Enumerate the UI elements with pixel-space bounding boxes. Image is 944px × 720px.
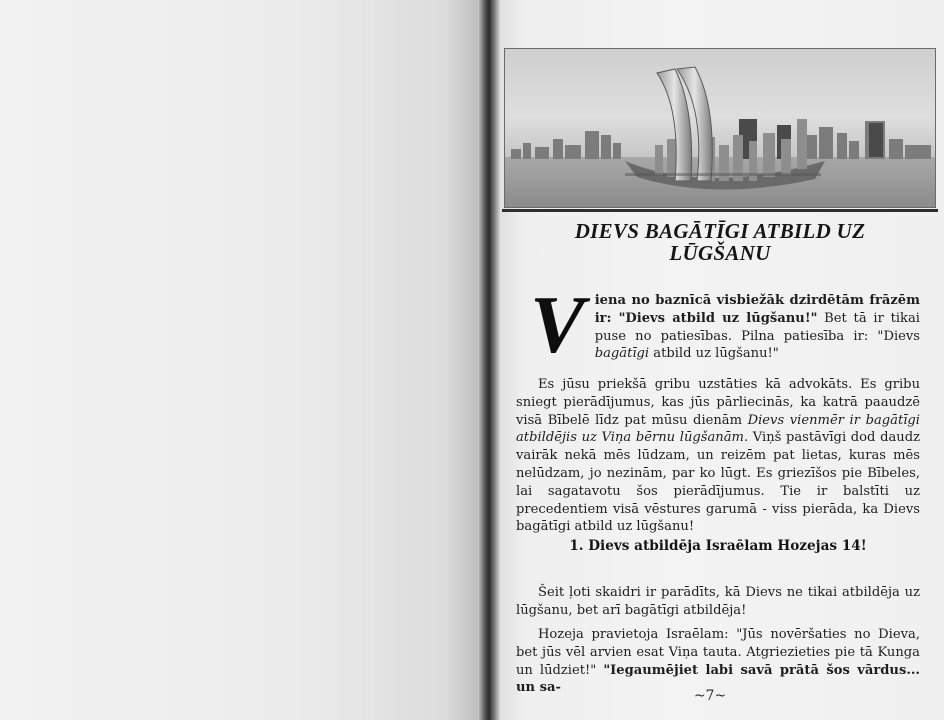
para4-bold: "Iegaumējiet labi savā prātā šos vārdus... un sa- [516, 662, 920, 696]
intro-text-b: atbild uz lūgšanu!" [649, 346, 779, 362]
hosea-paragraph [516, 626, 920, 697]
city-skyline-ship-illustration [504, 48, 936, 208]
intro-paragraph [516, 279, 920, 370]
explanation-paragraph: Šeit ļoti skaidri ir parādīts, kā Dievs ne tikai atbildēja uz lūgšanu, bet arī bagātīgi atbildēja! [516, 585, 920, 618]
book-gutter [478, 0, 500, 720]
drop-cap: V [530, 279, 585, 370]
chapter-title: DIEVS BAGĀTĪGI ATBILD UZ LŪGŠANU [574, 219, 866, 265]
section-heading: 1. Dievs atbildēja Israēlam Hozejas 14! [569, 538, 867, 554]
title-divider-rule [502, 209, 938, 212]
intro-text-a: Bet tā ir tikai puse no patiesības. Pilna patiesība ir: "Dievs [594, 310, 920, 344]
para2-text-b: Viņš pastāvīgi dod daudz vairāk nekā mēs lūdzam, un reizēm pat lietas, kuras mēs nelūdzam, jo nezinām, par ko lūgt. Es griezīšos pie Bībeles, lai sagatavotu šos pierādījumus. Tie ir balstīti uz precedentiem visā vēstures garumā - viss pierāda, ka Dievs bagātīgi atbild uz lūgšanu! [516, 430, 920, 535]
page-number: ~7~ [693, 688, 727, 704]
para2-text-a: Es jūsu priekšā gribu uzstāties kā advokāts. Es gribu sniegt pierādījumus, kas jūs pārliecinās, ka katrā paaudzē visā Bībelē līdz pat mūsu dienām [516, 377, 920, 428]
para4-text-a: Hozeja pravietoja Israēlam: "Jūs novēršaties no Dieva, bet jūs vēl arvien esat Viņa tauta. Atgriezieties pie tā Kunga un lūdziet!" [516, 627, 920, 678]
intro-italic: bagātīgi [594, 346, 650, 362]
para2-italic: Dievs vienmēr ir bagātīgi atbildējis uz Viņa bērnu lūgšanām. [516, 412, 920, 446]
intro-bold-lead: iena no baznīcā visbiežāk dzirdētām frāzēm ir: "Dievs atbild uz lūgšanu!" [594, 293, 920, 326]
advocate-paragraph [516, 376, 920, 536]
